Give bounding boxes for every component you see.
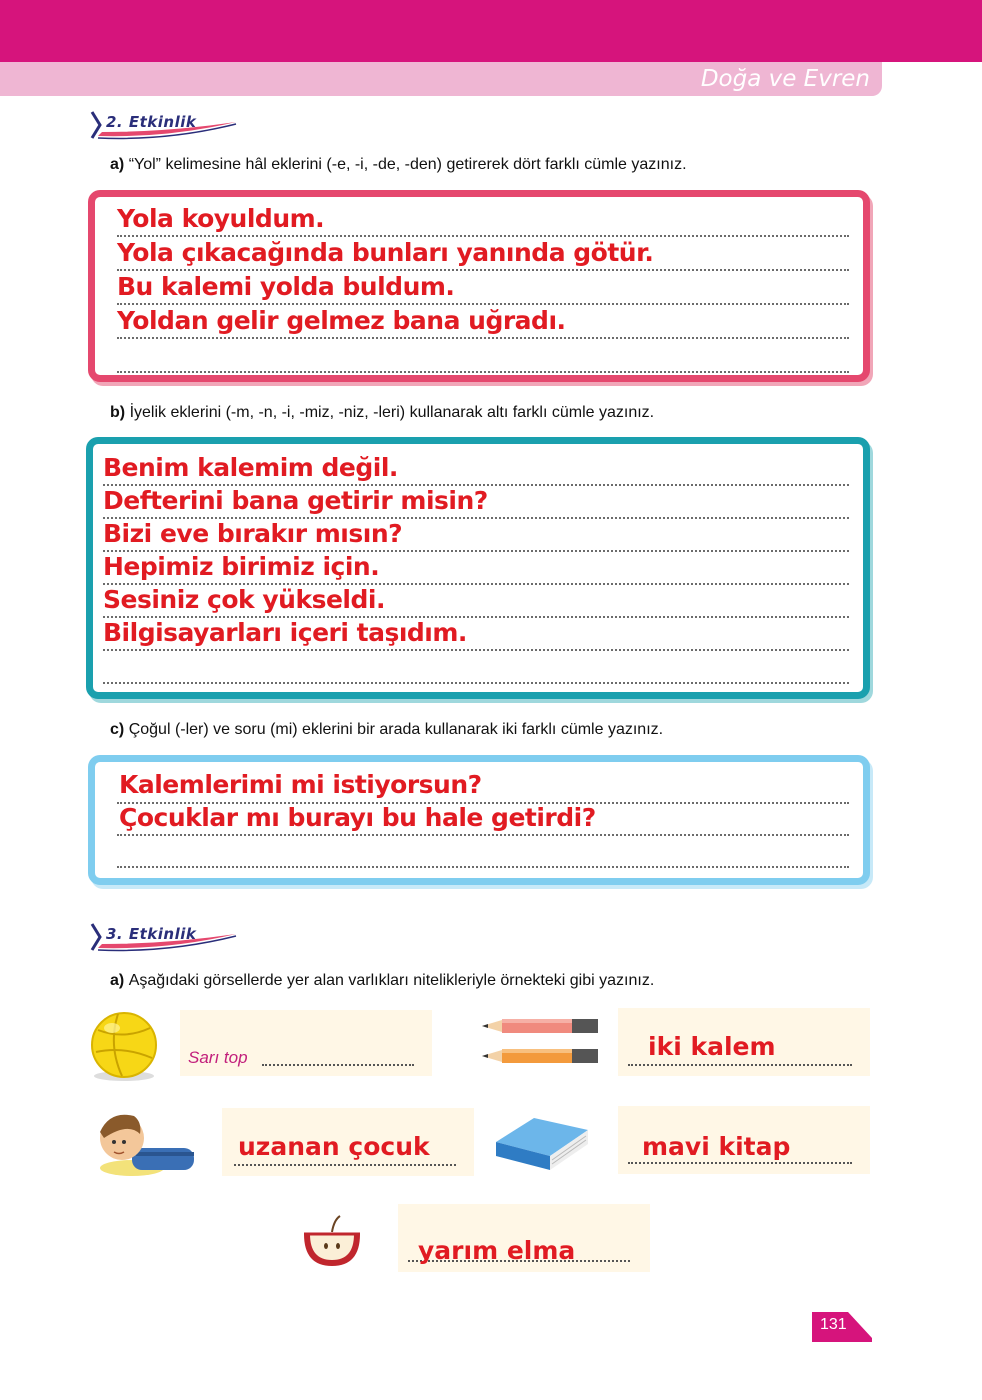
answer-text: Yola koyuldum. bbox=[117, 204, 325, 233]
instruction-2b: b) İyelik eklerini (-m, -n, -i, -miz, -niz, -leri) kullanarak altı farklı cümle yazınız. bbox=[110, 404, 655, 421]
answer-text: Sesiniz çok yükseldi. bbox=[103, 585, 385, 614]
activity-3-tag bbox=[88, 920, 238, 954]
answer-text: Defterini bana getirir misin? bbox=[103, 486, 488, 515]
pencils-icon bbox=[478, 1012, 602, 1077]
instruction-2a: a) “Yol” kelimesine hâl eklerini (-e, -i, -de, -den) getirerek dört farklı cümle yazınız. bbox=[110, 156, 687, 173]
instruction-3a: a) Aşağıdaki görsellerde yer alan varlıkları nitelikleriyle örnekteki gibi yazınız. bbox=[110, 972, 655, 989]
answer-text: uzanan çocuk bbox=[238, 1132, 430, 1161]
answer-card-ball bbox=[180, 1010, 432, 1076]
example-text: Sarı top bbox=[188, 1048, 248, 1067]
page-number: 131 bbox=[812, 1312, 872, 1342]
answer-card-pencils bbox=[618, 1008, 870, 1076]
answer-text: Çocuklar mı burayı bu hale getirdi? bbox=[119, 803, 596, 832]
volleyball-icon bbox=[88, 1010, 160, 1087]
answer-card-apple bbox=[398, 1204, 650, 1272]
instruction-2c: c) Çoğul (-ler) ve soru (mi) eklerini bir arada kullanarak iki farklı cümle yazınız. bbox=[110, 721, 664, 738]
answer-text: Kalemlerimi mi istiyorsun? bbox=[119, 770, 482, 799]
answer-text: Bizi eve bırakır mısın? bbox=[103, 519, 403, 548]
activity-3-label: 3. Etkinlik bbox=[106, 925, 197, 943]
answer-line bbox=[103, 654, 849, 684]
answer-box-2b bbox=[86, 437, 870, 699]
answer-line bbox=[117, 343, 849, 373]
answer-text: Yoldan gelir gelmez bana uğradı. bbox=[117, 306, 566, 335]
child-icon bbox=[92, 1108, 204, 1185]
book-icon bbox=[494, 1112, 590, 1177]
answer-text: Bu kalemi yolda buldum. bbox=[117, 272, 455, 301]
answer-text: Yola çıkacağında bunları yanında götür. bbox=[117, 238, 654, 267]
answer-text: Hepimiz birimiz için. bbox=[103, 552, 380, 581]
answer-text: Benim kalemim değil. bbox=[103, 453, 398, 482]
activity-2-label: 2. Etkinlik bbox=[106, 113, 197, 131]
answer-text: yarım elma bbox=[418, 1236, 576, 1265]
header-bar bbox=[0, 0, 982, 62]
activity-2-tag bbox=[88, 108, 238, 142]
answer-text: mavi kitap bbox=[642, 1132, 791, 1161]
section-title: Doğa ve Evren bbox=[700, 66, 870, 92]
answer-card-child bbox=[222, 1108, 474, 1176]
apple-icon bbox=[300, 1210, 364, 1273]
answer-line bbox=[117, 838, 849, 868]
answer-text: iki kalem bbox=[648, 1032, 776, 1061]
answer-text: Bilgisayarları içeri taşıdım. bbox=[103, 618, 467, 647]
answer-box-2a bbox=[88, 190, 870, 382]
answer-card-book bbox=[618, 1106, 870, 1174]
answer-box-2c bbox=[88, 755, 870, 885]
